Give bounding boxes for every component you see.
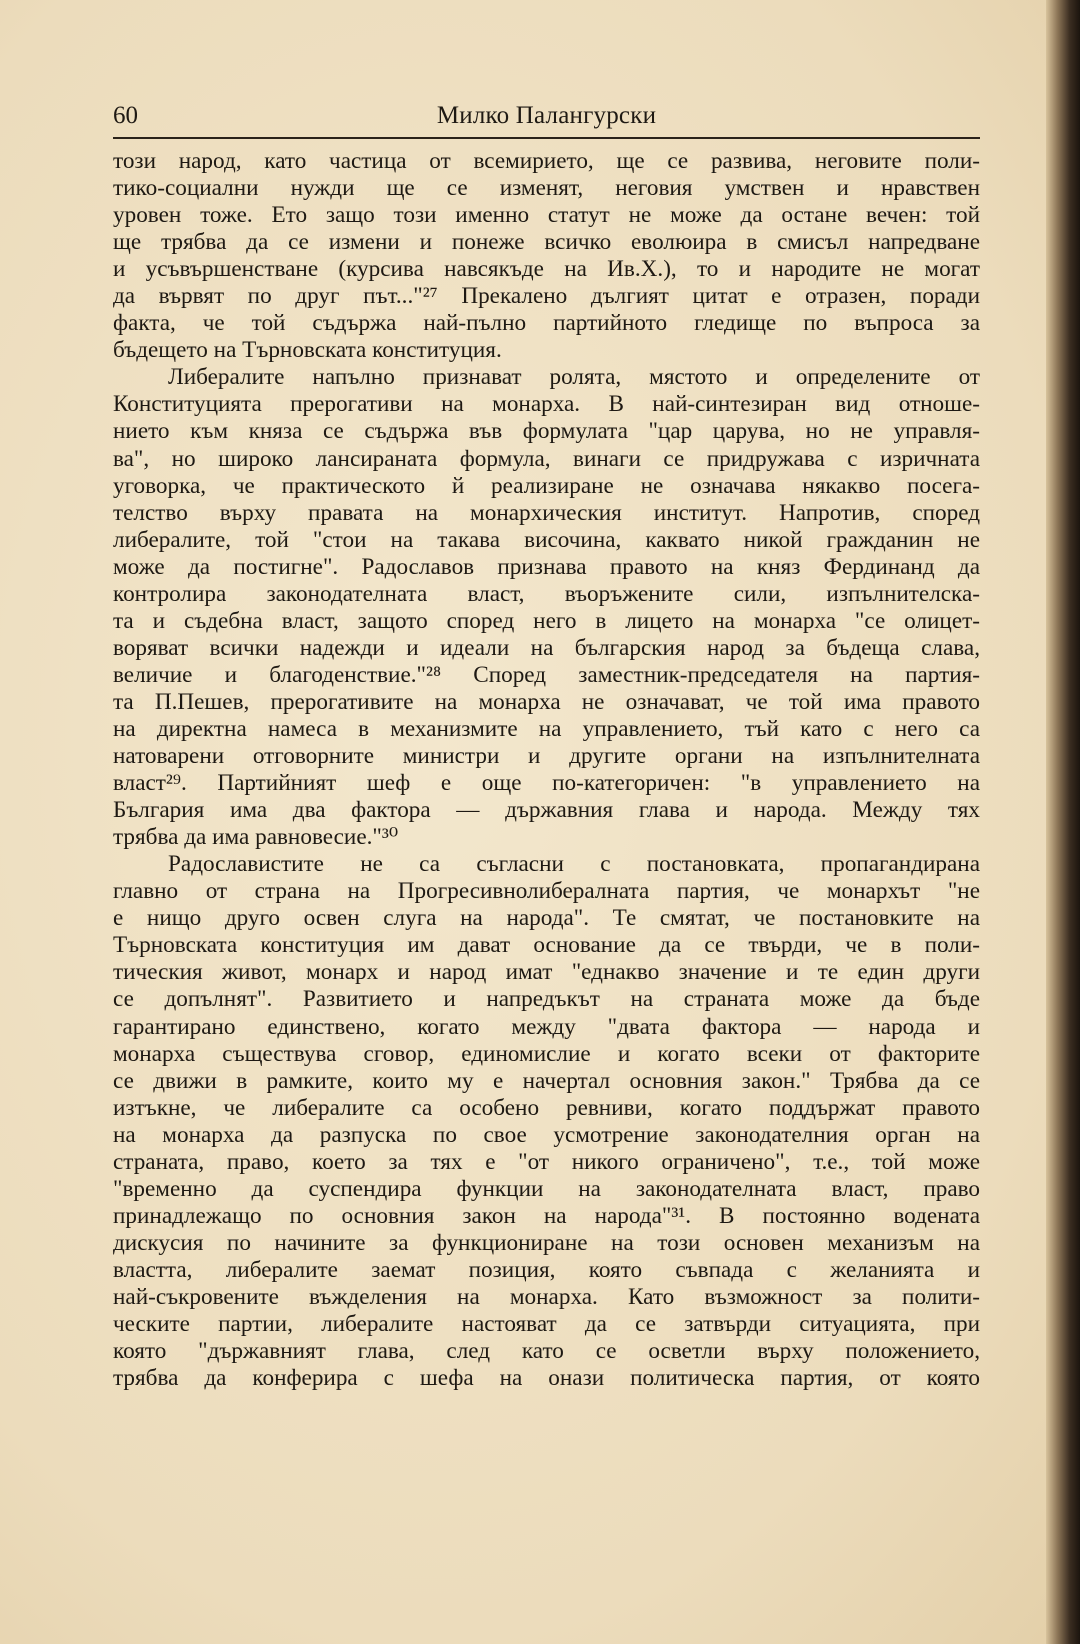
text-line: Радославистите не са съгласни с постановката, пропагандирана <box>168 851 980 878</box>
page-header <box>113 97 980 137</box>
text-line: "временно да суспендира функции на законодателната власт, право <box>113 1175 980 1202</box>
book-spine-shadow <box>1046 0 1080 1644</box>
text-line: тико-социални нужди ще се изменят, неговия умствен и нравствен <box>113 175 980 202</box>
text-line: принадлежащо по основния закон на народа"³¹. В постоянно водената <box>113 1202 980 1229</box>
text-line: трябва да има равновесие."³⁰ <box>113 824 399 851</box>
text-line: величие и благоденствие."²⁸ Според заместник-председателя на партия- <box>113 661 980 688</box>
text-line: Конституцията прерогативи на монарха. В най-синтезиран вид отноше- <box>113 391 980 418</box>
running-title: Милко Палангурски <box>436 102 657 129</box>
text-line: се допълнят". Развитието и напредъкът на страната може да бъде <box>113 986 980 1013</box>
text-line: може да постигне". Радославов признава правото на княз Фердинанд да <box>113 553 980 580</box>
text-line: ческите партии, либералите настояват да се затвърди ситуацията, при <box>113 1311 980 1338</box>
text-line: Търновската конституция им дават основание да се твърди, че в поли- <box>113 932 980 959</box>
text-line: най-съкровените въжделения на монарха. Като възможност за полити- <box>113 1283 980 1310</box>
header-rule <box>113 137 980 139</box>
text-line: уровен тоже. Ето защо този именно статут не може да остане вечен: той <box>113 202 980 229</box>
text-line: монарха съществува сговор, единомислие и когато всеки от факторите <box>113 1040 980 1067</box>
text-line: та П.Пешев, прерогативите на монарха не означават, че той има правото <box>113 688 980 715</box>
text-line: бъдещето на Търновската конституция. <box>113 337 502 364</box>
text-line: на монарха да разпуска по свое усмотрение законодателния орган на <box>113 1121 980 1148</box>
body-text <box>113 148 980 1568</box>
text-line: либералите, той "стои на такава височина, каквато никой гражданин не <box>113 526 980 553</box>
text-line: главно от страна на Прогресивнолибералната партия, че монархът "не <box>113 878 980 905</box>
text-line: страната, право, което за тях е "от никого ограничено", т.е., той може <box>113 1148 980 1175</box>
text-line: да вървят по друг път..."²⁷ Прекалено дългият цитат е отразен, поради <box>113 283 980 310</box>
text-line: тическия живот, монарх и народ имат "еднакво значение и те един други <box>113 959 980 986</box>
text-line: факта, че той съдържа най-пълно партийното гледище по въпроса за <box>113 310 980 337</box>
text-line: се движи в рамките, които му е начертал основния закон." Трябва да се <box>113 1067 980 1094</box>
page-number: 60 <box>113 102 138 129</box>
text-line: уговорка, че практическото й реализиране не означава някакво посега- <box>113 472 980 499</box>
text-line: власт²⁹. Партийният шеф е още по-категоричен: "в управлението на <box>113 770 980 797</box>
text-line: ва", но широко лансираната формула, винаги се придружава с изричната <box>113 445 980 472</box>
text-line: воряват всички надежди и идеали на българския народ за бъдеща слава, <box>113 634 980 661</box>
text-line: Либералите напълно признават ролята, мястото и определените от <box>168 364 980 391</box>
text-line: дискусия по начините за функциониране на този основен механизъм на <box>113 1229 980 1256</box>
text-line: е нищо друго освен слуга на народа". Те смятат, че постановките на <box>113 905 980 932</box>
text-line: нието към княза се съдържа във формулата "цар царува, но не управля- <box>113 418 980 445</box>
text-line: властта, либералите заемат позиция, която съвпада с желанията и <box>113 1256 980 1283</box>
text-line: контролира законодателната власт, въоръжените сили, изпълнителска- <box>113 580 980 607</box>
text-line: телство върху правата на монархическия институт. Напротив, според <box>113 499 980 526</box>
text-line: този народ, като частица от всемирието, ще се развива, неговите поли- <box>113 148 980 174</box>
text-line: ще трябва да се измени и понеже всичко еволюира в смисъл напредване <box>113 229 980 256</box>
text-line: натоварени отговорните министри и другите органи на изпълнителната <box>113 743 980 770</box>
text-line: изтъкне, че либералите са особено ревниви, когато поддържат правото <box>113 1094 980 1121</box>
text-line: България има два фактора — държавния глава и народа. Между тях <box>113 797 980 824</box>
text-line: и усъвършенстване (курсива навсякъде на Ив.Х.), то и народите не могат <box>113 256 980 283</box>
text-line: която "държавният глава, след като се осветли върху положението, <box>113 1338 980 1365</box>
text-line: та и съдебна власт, защото според него в лицето на монарха "се олицет- <box>113 607 980 634</box>
text-line: трябва да конферира с шефа на онази политическа партия, от която <box>113 1365 980 1392</box>
text-line: на директна намеса в механизмите на управлението, тъй като с него са <box>113 715 980 742</box>
text-line: гарантирано единствено, когато между "двата фактора — народа и <box>113 1013 980 1040</box>
